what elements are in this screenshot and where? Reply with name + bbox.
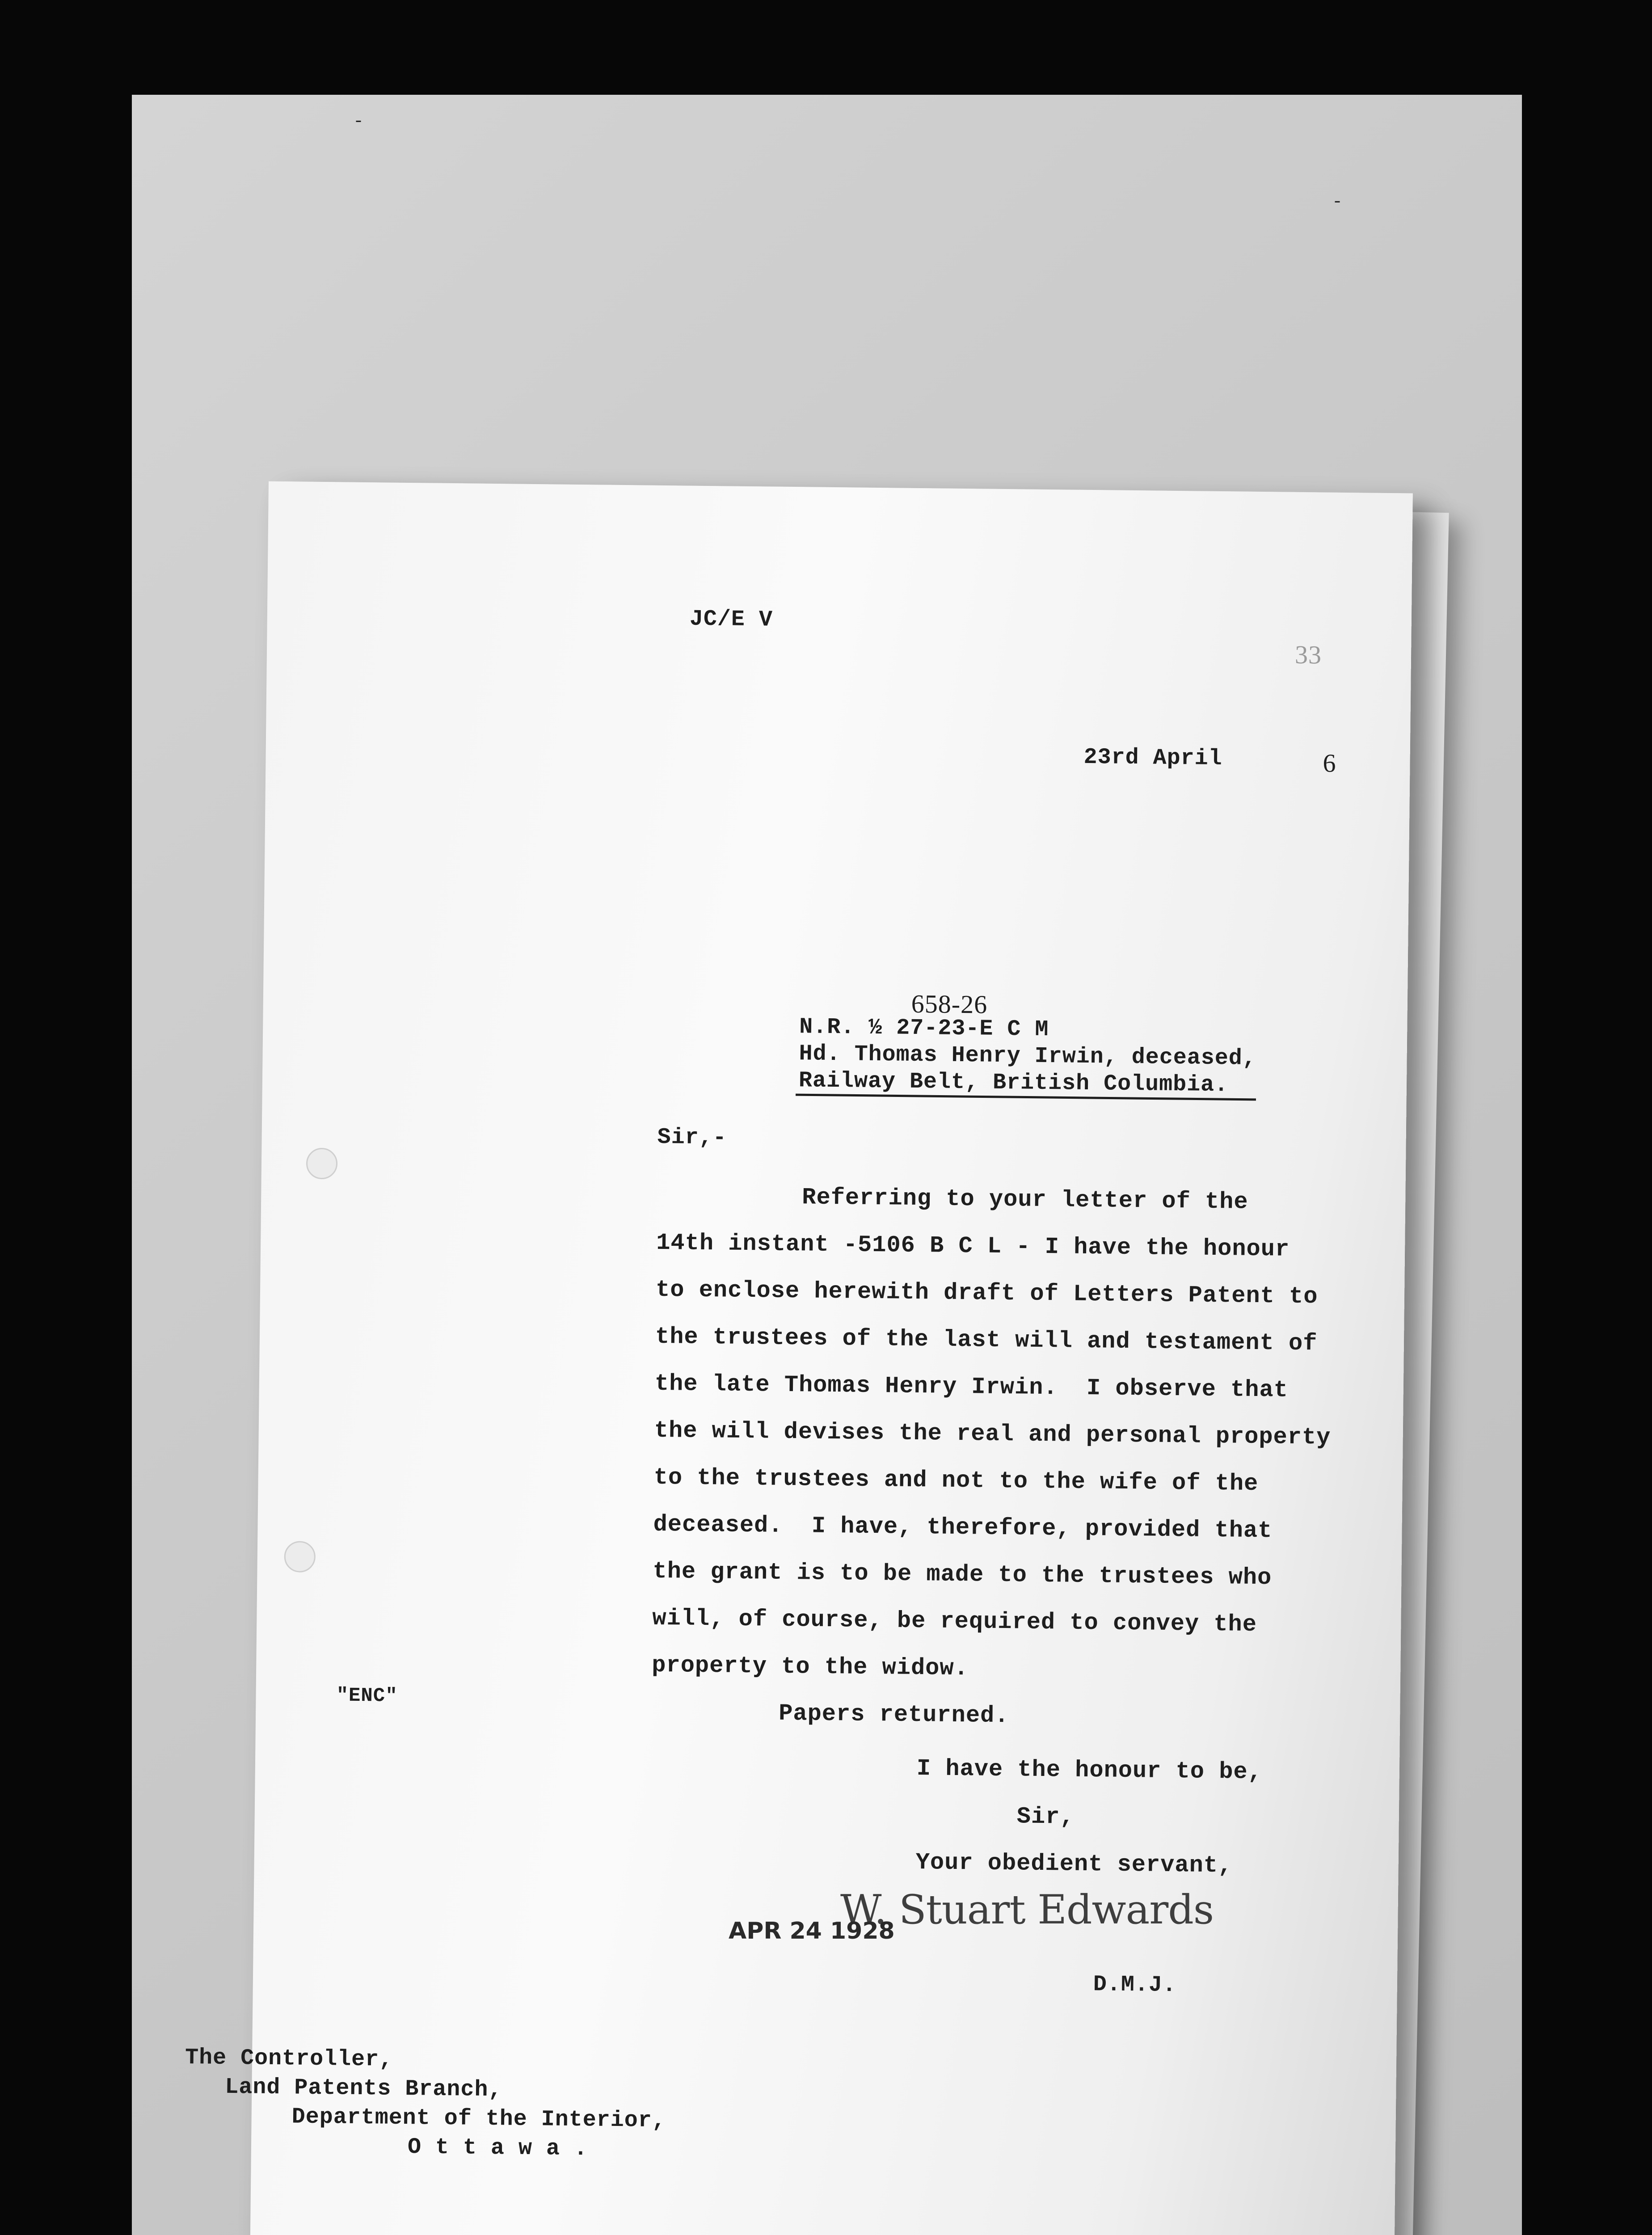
- signer-title: D.M.J.: [1093, 1972, 1177, 1999]
- addressee-line: O t t a w a .: [407, 2134, 588, 2162]
- papers-returned: Papers returned.: [778, 1700, 1009, 1729]
- body-line: the trustees of the last will and testament of: [655, 1323, 1318, 1357]
- closing-servant: Your obedient servant,: [915, 1849, 1233, 1879]
- subject-line-3: Railway Belt, British Columbia.: [798, 1068, 1229, 1098]
- body-line: the grant is to be made to the trustees who: [653, 1558, 1272, 1591]
- signature-stamp: W. Stuart Edwards: [840, 1886, 1214, 1933]
- closing-line: I have the honour to be,: [916, 1755, 1263, 1786]
- received-date-stamp: APR 24 1928: [729, 1918, 895, 1944]
- punch-hole: [306, 1148, 338, 1180]
- body-line: the will devises the real and personal property: [654, 1417, 1331, 1451]
- salutation: Sir,-: [657, 1124, 727, 1151]
- file-number: 658-26: [911, 989, 988, 1019]
- body-line: 14th instant -5106 B C L - I have the honour: [656, 1229, 1290, 1263]
- punch-hole: [284, 1541, 316, 1573]
- addressee-line: Department of the Interior,: [291, 2104, 666, 2134]
- subject-line-2: Hd. Thomas Henry Irwin, deceased,: [799, 1041, 1257, 1071]
- enclosure-note: "ENC": [336, 1684, 398, 1708]
- body-line: to enclose herewith draft of Letters Patent to: [655, 1276, 1318, 1310]
- addressee-line: Land Patents Branch,: [225, 2074, 502, 2103]
- body-line: property to the widow.: [652, 1652, 969, 1682]
- body-line: to the trustees and not to the wife of the: [653, 1464, 1259, 1497]
- letter-date: 23rd April: [1083, 744, 1222, 772]
- reference-code: JC/E V: [689, 606, 773, 633]
- body-line: will, of course, be required to convey the: [652, 1605, 1257, 1638]
- body-line: the late Thomas Henry Irwin. I observe that: [654, 1370, 1289, 1404]
- date-suffix: 6: [1323, 748, 1336, 778]
- closing-sir: Sir,: [1016, 1803, 1075, 1830]
- letter-page: [185, 481, 1413, 2235]
- body-line: Referring to your letter of the: [801, 1184, 1248, 1215]
- body-line: deceased. I have, therefore, provided that: [653, 1511, 1273, 1544]
- addressee-line: The Controller,: [185, 2045, 393, 2073]
- subject-line-1: N.R. ½ 27-23-E C M: [799, 1014, 1049, 1043]
- film-speck: -: [1332, 192, 1343, 212]
- film-speck: -: [353, 112, 364, 132]
- page-number: 33: [1294, 640, 1322, 670]
